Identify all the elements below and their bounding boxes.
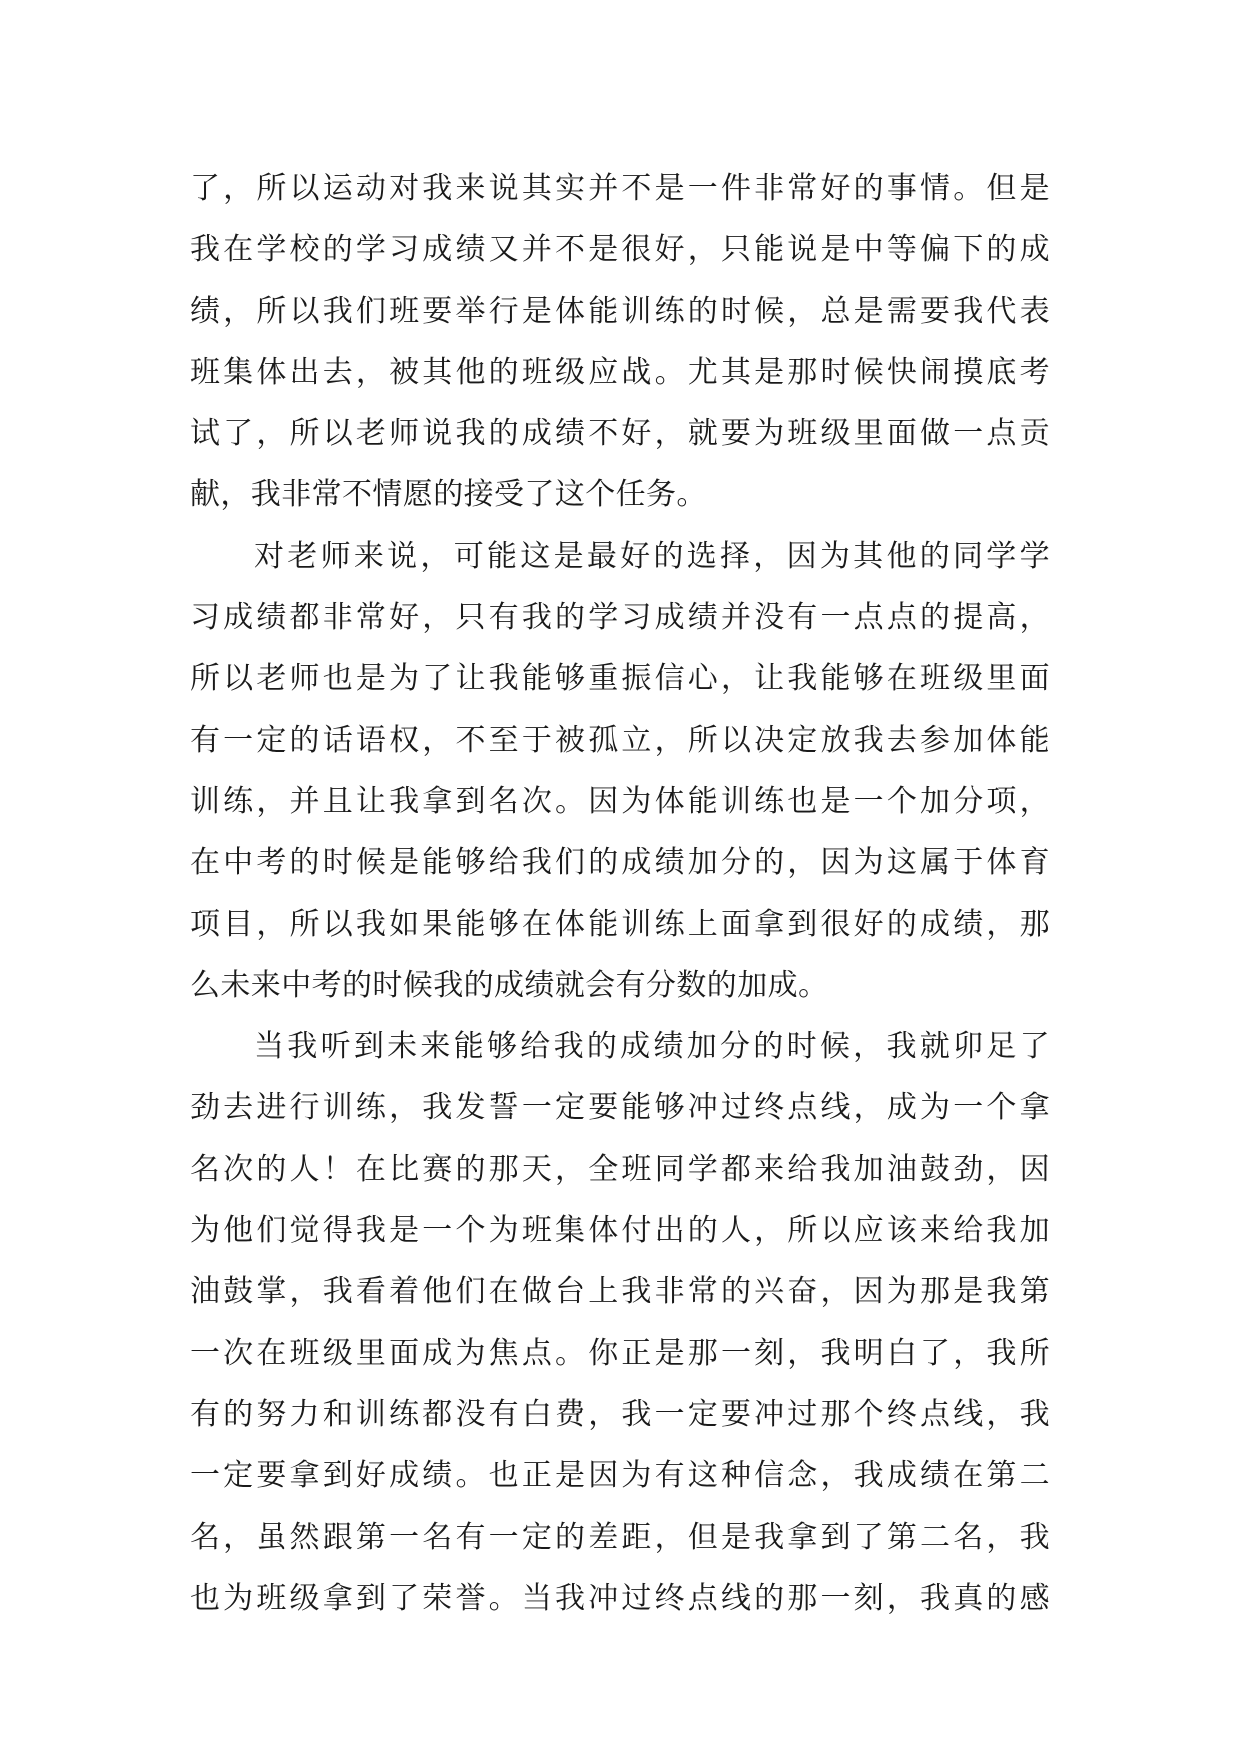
p1-line-1: 了，所以运动对我来说其实并不是一件非常好的事情。但是: [190, 171, 1050, 206]
p3-line-7: 有的努力和训练都没有白费，我一定要冲过那个终点线，我: [190, 1396, 1050, 1432]
p1-line-5: 试了，所以老师说我的成绩不好，就要为班级里面做一点贡: [190, 416, 1050, 452]
p3-line-10: 也为班级拿到了荣誉。当我冲过终点线的那一刻，我真的感: [190, 1580, 1050, 1616]
p3-line-1: 当我听到未来能够给我的成绩加分的时候，我就卯足了: [254, 1029, 1050, 1065]
p2-line-2: 习成绩都非常好，只有我的学习成绩并没有一点点的提高，: [190, 600, 1050, 636]
p1-line-4: 班集体出去，被其他的班级应战。尤其是那时候快闹摸底考: [190, 354, 1050, 390]
p2-line-4: 有一定的话语权，不至于被孤立，所以决定放我去参加体能: [190, 722, 1050, 758]
p2-line-8: 么未来中考的时候我的成绩就会有分数的加成。: [190, 967, 829, 1003]
p2-line-6: 在中考的时候是能够给我们的成绩加分的，因为这属于体育: [190, 845, 1050, 881]
p2-line-3: 所以老师也是为了让我能够重振信心，让我能够在班级里面: [190, 661, 1050, 697]
p3-line-4: 为他们觉得我是一个为班集体付出的人，所以应该来给我加: [190, 1213, 1050, 1249]
p2-line-1: 对老师来说，可能这是最好的选择，因为其他的同学学: [254, 538, 1050, 574]
document-body: [190, 158, 1050, 1629]
p3-line-3: 名次的人！在比赛的那天，全班同学都来给我加油鼓劲，因: [190, 1151, 1050, 1187]
p3-line-6: 一次在班级里面成为焦点。你正是那一刻，我明白了，我所: [190, 1335, 1050, 1371]
p3-line-9: 名，虽然跟第一名有一定的差距，但是我拿到了第二名，我: [190, 1519, 1050, 1555]
p3-line-8: 一定要拿到好成绩。也正是因为有这种信念，我成绩在第二: [190, 1458, 1050, 1494]
p1-line-3: 绩，所以我们班要举行是体能训练的时候，总是需要我代表: [190, 293, 1050, 329]
p1-line-2: 我在学校的学习成绩又并不是很好，只能说是中等偏下的成: [190, 232, 1050, 268]
p2-line-7: 项目，所以我如果能够在体能训练上面拿到很好的成绩，那: [190, 906, 1050, 942]
p2-line-5: 训练，并且让我拿到名次。因为体能训练也是一个加分项，: [190, 783, 1050, 819]
p3-line-5: 油鼓掌，我看着他们在做台上我非常的兴奋，因为那是我第: [190, 1274, 1050, 1310]
p3-line-2: 劲去进行训练，我发誓一定要能够冲过终点线，成为一个拿: [190, 1090, 1050, 1126]
p1-line-6: 献，我非常不情愿的接受了这个任务。: [190, 477, 707, 513]
